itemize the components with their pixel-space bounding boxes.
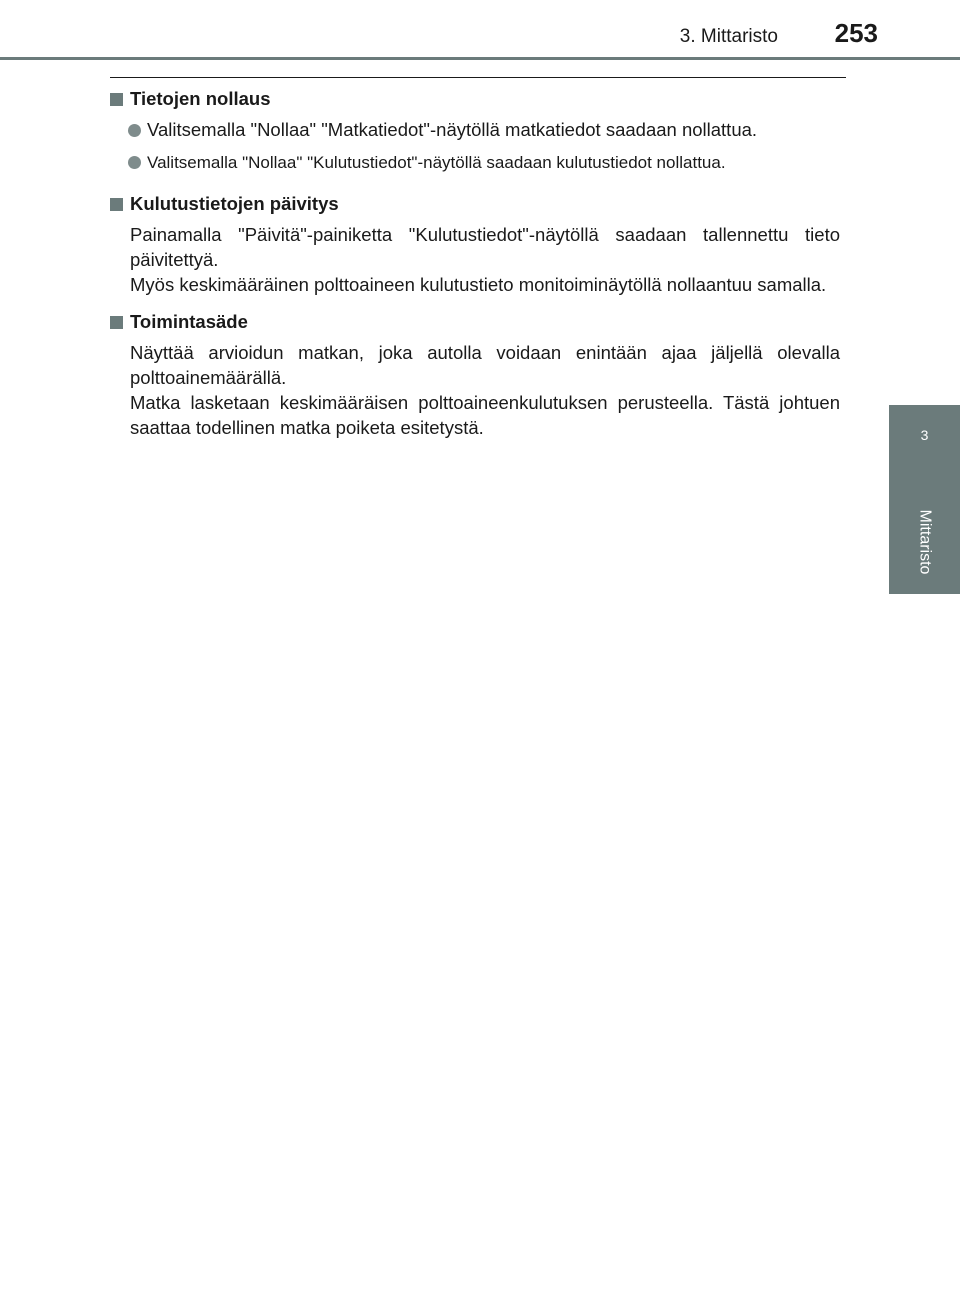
paragraph: Myös keskimääräinen polttoaineen kulutustieto monitoiminäytöllä nollaantuu samalla. xyxy=(130,274,827,295)
header-section-title: 3. Mittaristo xyxy=(679,26,778,47)
page-content xyxy=(110,86,840,440)
section-body xyxy=(110,340,840,440)
section-heading-text: Kulutustietojen päivitys xyxy=(130,193,339,214)
section-heading-text: Tietojen nollaus xyxy=(130,88,271,109)
list-item-text: Valitsemalla "Nollaa" "Matkatiedot"-näytöllä matkatiedot saadaan nollattua. xyxy=(147,119,758,140)
square-bullet-icon xyxy=(110,316,123,329)
section-toimintasade xyxy=(110,309,840,440)
paragraph: Painamalla "Päivitä"-painiketta "Kulutustiedot"-näytöllä saadaan tallennettu tieto päivitettyä. xyxy=(130,224,840,270)
round-bullet-icon xyxy=(128,156,141,169)
chapter-number: 3 xyxy=(920,427,929,443)
header-bar xyxy=(0,57,960,60)
section-heading xyxy=(110,86,840,111)
round-bullet-icon xyxy=(128,124,141,137)
paragraph: Matka lasketaan keskimääräisen polttoaineenkulutuksen perusteella. Tästä johtuen saattaa todellinen matka poiketa esitetystä. xyxy=(130,392,840,438)
chapter-label xyxy=(889,497,960,587)
list-item xyxy=(110,117,840,142)
square-bullet-icon xyxy=(110,93,123,106)
section-heading-text: Toimintasäde xyxy=(130,311,248,332)
paragraph: Näyttää arvioidun matkan, joka autolla voidaan enintään ajaa jäljellä olevalla polttoainemäärällä. xyxy=(130,342,840,388)
section-heading xyxy=(110,309,840,334)
section-tietojen-nollaus xyxy=(110,86,840,175)
list-item xyxy=(110,150,840,175)
section-body xyxy=(110,222,840,297)
square-bullet-icon xyxy=(110,198,123,211)
content-divider xyxy=(110,77,846,78)
section-kulutustietojen-paivitys xyxy=(110,191,840,297)
section-heading xyxy=(110,191,840,216)
page-number: 253 xyxy=(834,18,878,48)
chapter-label-text: Mittaristo xyxy=(916,509,934,575)
list-item-text: Valitsemalla "Nollaa" "Kulutustiedot"-näytöllä saadaan kulutustiedot nollattua. xyxy=(147,153,726,172)
chapter-side-tab[interactable] xyxy=(889,405,960,594)
